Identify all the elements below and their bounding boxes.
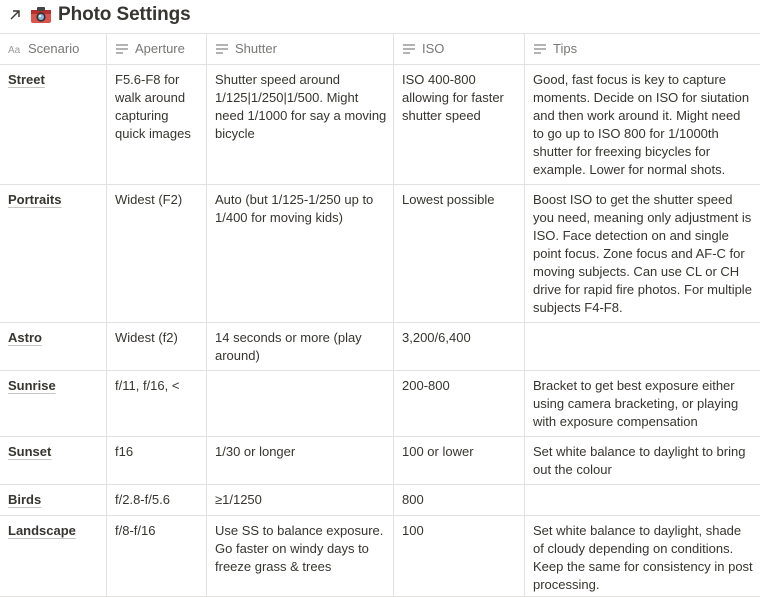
cell-tips[interactable] <box>525 185 760 322</box>
column-header-shutter[interactable] <box>207 34 394 64</box>
cell-tips[interactable] <box>525 516 760 596</box>
cell-shutter[interactable] <box>207 65 394 184</box>
cell-scenario[interactable] <box>0 437 107 484</box>
cell-text: 100 <box>402 523 424 538</box>
cell-text: 200-800 <box>402 378 450 393</box>
table-row <box>0 371 760 437</box>
text-aa-icon <box>8 42 22 56</box>
lines-icon <box>533 42 547 56</box>
cell-aperture[interactable] <box>107 437 207 484</box>
table-row <box>0 437 760 485</box>
scenario-name[interactable]: Landscape <box>8 523 76 538</box>
cell-text: ISO 400-800 allowing for faster shutter speed <box>402 72 504 123</box>
cell-iso[interactable] <box>394 485 525 515</box>
svg-text:Aa: Aa <box>8 45 21 55</box>
cell-scenario[interactable] <box>0 516 107 596</box>
column-header-label: ISO <box>422 41 445 56</box>
scenario-name[interactable]: Sunrise <box>8 378 56 393</box>
cell-iso[interactable] <box>394 516 525 596</box>
cell-tips[interactable] <box>525 437 760 484</box>
cell-text: Boost ISO to get the shutter speed you need, meaning only adjustment is ISO. Face detection on and single point focus. Zone focus and AF-C for moving subjects. Can use CL or CH drive for rapid fire photos. For multiple subjects F4-F8. <box>533 192 752 315</box>
cell-aperture[interactable] <box>107 516 207 596</box>
cell-text: Bracket to get best exposure either using camera bracketing, or playing with exposure compensation <box>533 378 739 429</box>
cell-text: Set white balance to daylight, shade of cloudy depending on conditions. Keep the same for consistency in post processing. <box>533 523 753 592</box>
cell-text: ≥1/1250 <box>215 492 262 507</box>
cell-scenario[interactable] <box>0 185 107 322</box>
cell-text: 100 or lower <box>402 444 474 459</box>
camera-icon <box>30 6 52 24</box>
cell-text: f/8-f/16 <box>115 523 156 538</box>
cell-shutter[interactable] <box>207 437 394 484</box>
cell-scenario[interactable] <box>0 485 107 515</box>
photo-settings-table <box>0 33 760 597</box>
column-header-aperture[interactable] <box>107 34 207 64</box>
cell-text: Widest (f2) <box>115 330 178 345</box>
cell-iso[interactable] <box>394 437 525 484</box>
cell-text: Use SS to balance exposure. Go faster on windy days to freeze grass & trees <box>215 523 384 574</box>
cell-text: 3,200/6,400 <box>402 330 471 345</box>
cell-aperture[interactable] <box>107 185 207 322</box>
cell-text: f16 <box>115 444 134 459</box>
column-header-label: Shutter <box>235 41 277 56</box>
table-row <box>0 323 760 371</box>
cell-shutter[interactable] <box>207 185 394 322</box>
cell-text: Lowest possible <box>402 192 495 207</box>
column-header-tips[interactable] <box>525 34 760 64</box>
scenario-name[interactable]: Street <box>8 72 45 87</box>
column-header-scenario[interactable] <box>0 34 107 64</box>
arrow-up-right-icon[interactable] <box>6 6 24 24</box>
page-title: Photo Settings <box>58 4 191 25</box>
table-row <box>0 185 760 323</box>
cell-scenario[interactable] <box>0 65 107 184</box>
column-header-label: Tips <box>553 41 578 56</box>
cell-shutter[interactable] <box>207 371 394 436</box>
cell-text: Auto (but 1/125-1/250 up to 1/400 for moving kids) <box>215 192 374 225</box>
cell-text: 800 <box>402 492 424 507</box>
cell-text: 14 seconds or more (play around) <box>215 330 362 363</box>
cell-text: 1/30 or longer <box>215 444 296 459</box>
cell-aperture[interactable] <box>107 371 207 436</box>
cell-iso[interactable] <box>394 371 525 436</box>
cell-shutter[interactable] <box>207 516 394 596</box>
cell-text: f/2.8-f/5.6 <box>115 492 170 507</box>
cell-scenario[interactable] <box>0 323 107 370</box>
lines-icon <box>215 42 229 56</box>
cell-shutter[interactable] <box>207 485 394 515</box>
scenario-name[interactable]: Astro <box>8 330 42 345</box>
column-header-label: Scenario <box>28 41 80 56</box>
column-header-iso[interactable] <box>394 34 525 64</box>
cell-text: Widest (F2) <box>115 192 183 207</box>
cell-aperture[interactable] <box>107 485 207 515</box>
cell-aperture[interactable] <box>107 323 207 370</box>
cell-aperture[interactable] <box>107 65 207 184</box>
cell-text: f/11, f/16, < <box>115 378 180 393</box>
scenario-name[interactable]: Portraits <box>8 192 62 207</box>
cell-iso[interactable] <box>394 185 525 322</box>
scenario-name[interactable]: Birds <box>8 492 42 507</box>
cell-tips[interactable] <box>525 65 760 184</box>
cell-tips[interactable] <box>525 323 760 370</box>
cell-scenario[interactable] <box>0 371 107 436</box>
cell-iso[interactable] <box>394 65 525 184</box>
cell-text: Shutter speed around 1/125|1/250|1/500. Might need 1/1000 for say a moving bicycle <box>215 72 387 141</box>
lines-icon <box>402 42 416 56</box>
scenario-name[interactable]: Sunset <box>8 444 52 459</box>
column-header-label: Aperture <box>135 41 185 56</box>
cell-tips[interactable] <box>525 485 760 515</box>
page-header <box>0 0 760 30</box>
table-header-row <box>0 33 760 65</box>
cell-text: Good, fast focus is key to capture moments. Decide on ISO for siutation and then work around it. Might need to go up to ISO 800 for 1/1000th shutter for freexing bicycles for example. Lower for normal shots. <box>533 72 750 177</box>
cell-text: Set white balance to daylight to bring out the colour <box>533 444 746 477</box>
cell-tips[interactable] <box>525 371 760 436</box>
cell-shutter[interactable] <box>207 323 394 370</box>
lines-icon <box>115 42 129 56</box>
cell-text: F5.6-F8 for walk around capturing quick images <box>115 72 191 141</box>
cell-iso[interactable] <box>394 323 525 370</box>
table-row <box>0 516 760 597</box>
table-row <box>0 65 760 185</box>
table-row <box>0 485 760 516</box>
